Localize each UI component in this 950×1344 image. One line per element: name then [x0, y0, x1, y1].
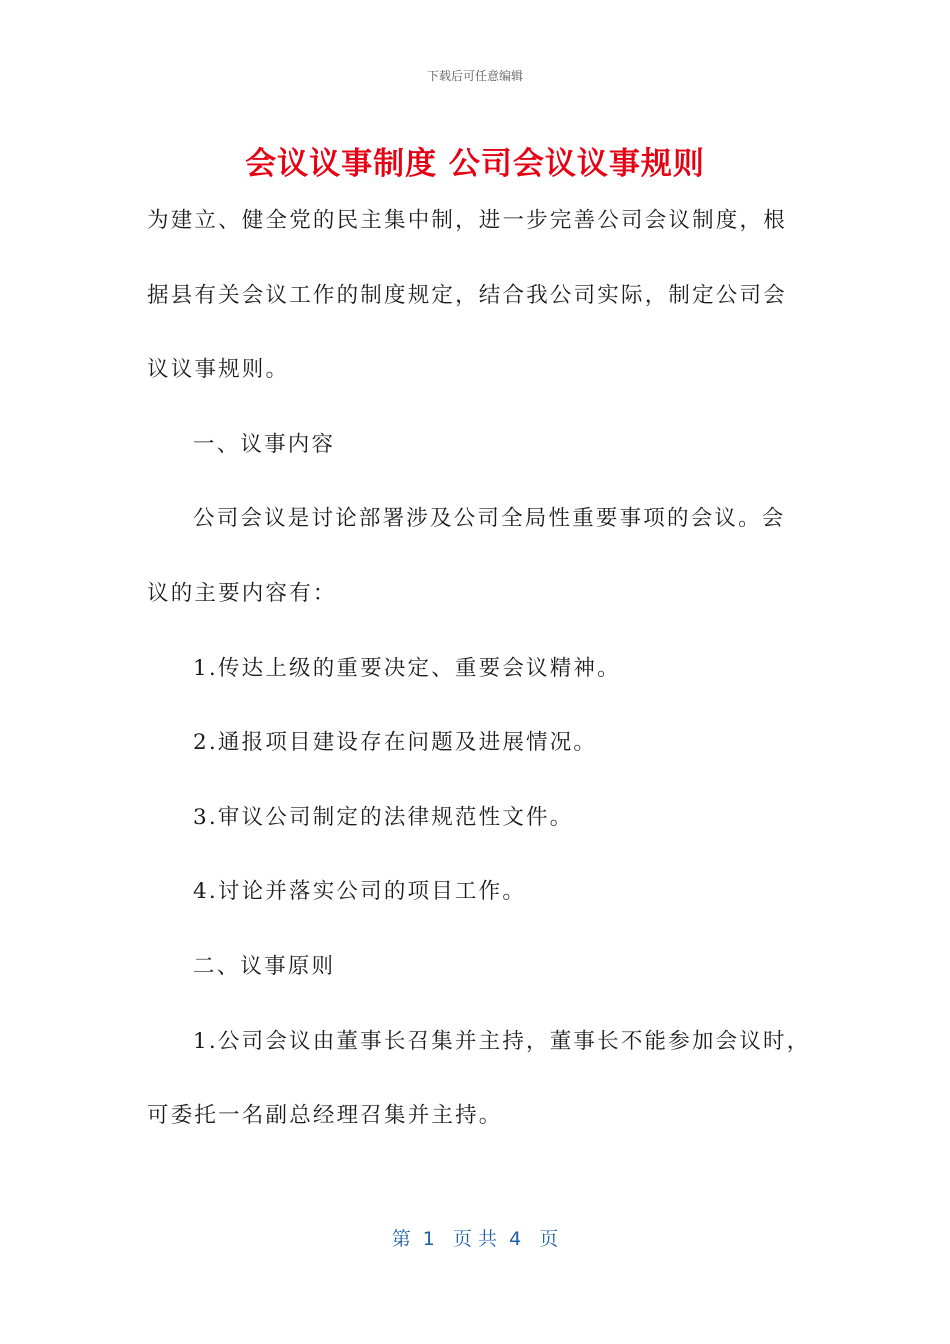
paragraph-line: 据县有关会议工作的制度规定，结合我公司实际，制定公司会	[147, 282, 787, 308]
document-body	[147, 184, 811, 1154]
paragraph-line: 议的主要内容有：	[147, 580, 337, 606]
paragraph-line: 公司会议是讨论部署涉及公司全局性重要事项的会议。会	[193, 506, 786, 532]
paragraph-line: 议议事规则。	[147, 357, 290, 383]
list-item: 2.通报项目建设存在问题及进展情况。	[193, 730, 598, 756]
section-heading: 一、议事内容	[193, 431, 336, 457]
list-item: 4.讨论并落实公司的项目工作。	[193, 879, 527, 905]
page-number-footer: 第 1 页 共 4 页	[391, 1228, 559, 1250]
header-note: 下载后可任意编辑	[426, 69, 523, 83]
section-heading: 二、议事原则	[193, 953, 336, 979]
list-item: 1.公司会议由董事长召集并主持，董事长不能参加会议时，	[193, 1028, 811, 1054]
paragraph-line: 为建立、健全党的民主集中制，进一步完善公司会议制度，根	[147, 208, 787, 233]
list-item: 1.传达上级的重要决定、重要会议精神。	[193, 655, 621, 681]
document-title: 会议议事制度 公司会议议事规则	[245, 146, 705, 182]
paragraph-line: 可委托一名副总经理召集并主持。	[147, 1103, 503, 1129]
list-item: 3.审议公司制定的法律规范性文件。	[193, 804, 574, 830]
